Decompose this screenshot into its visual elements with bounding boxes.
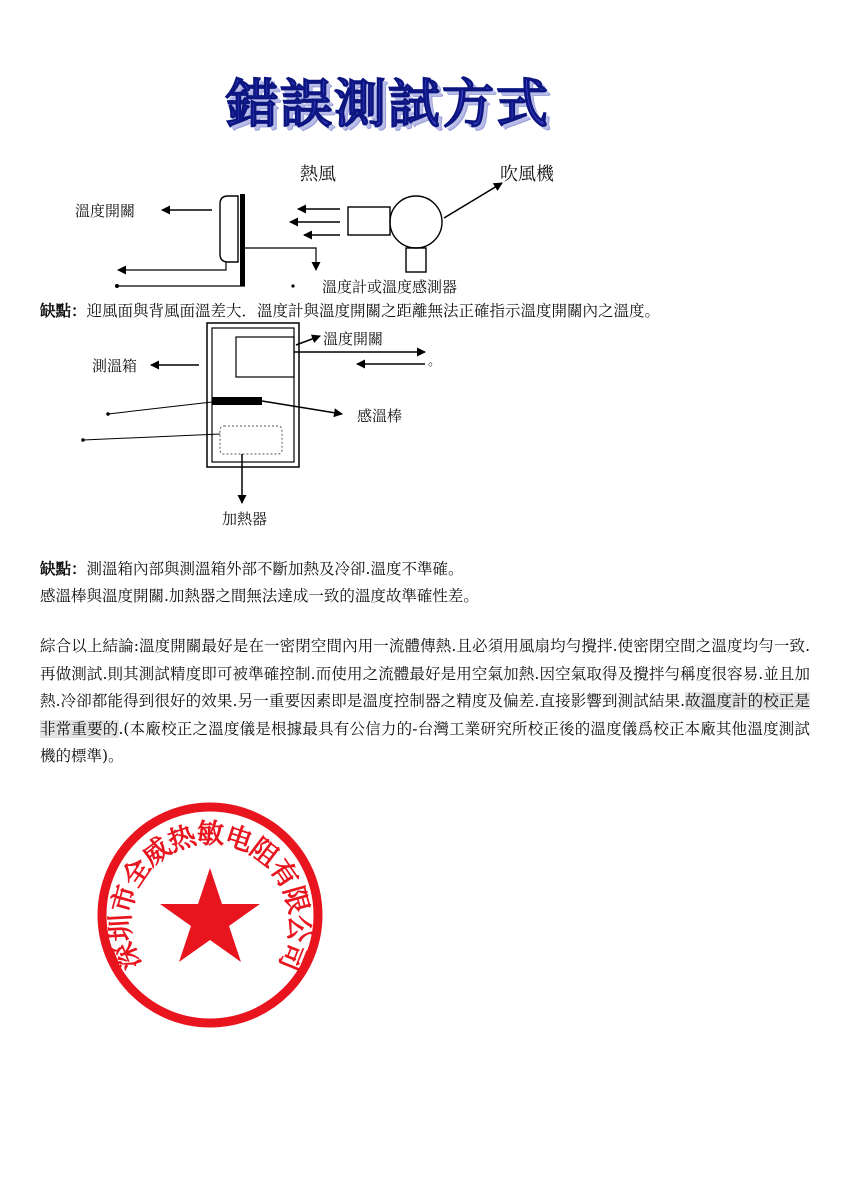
heater-lead: [83, 434, 220, 440]
switch-label: 溫度開關: [75, 202, 136, 220]
switch-body: [220, 196, 238, 262]
drawback-2-line-1: [40, 556, 810, 583]
heater-lead-end: [81, 438, 85, 442]
drawback-2-text-1: 測溫箱內部與測溫箱外部不斷加熱及冷卻.溫度不準確。: [86, 560, 464, 578]
probe-dot: [291, 284, 294, 287]
sensor-lead: [108, 402, 212, 414]
blower-nozzle: [348, 207, 390, 235]
conclusion-text: 綜合以上結論:溫度開關最好是在一密閉空間內用一流體傳熱.且必須用風扇均勻攪拌.使密閉空間之溫度均勻一致.再做測試.則其測試精度即可被準確控制.而使用之流體最好是用空氣加熱.因空氣取得及攪拌勻稱度很容易.並且加熱.冷卻都能得到很好的效果.另一重要因素即是溫度控制器之精度及偏差.直接影響到測試結果.: [40, 637, 810, 710]
wire-arrow-left: [118, 262, 226, 270]
blower-handle: [406, 248, 426, 272]
arrow-sensor-label: [262, 401, 342, 414]
hot-air-label: 熱風: [300, 164, 336, 185]
conclusion-highlight: 故溫度計的校正是非常重要的: [40, 692, 810, 738]
drawback-1-text: 迎風面與背風面溫差大．溫度計與溫度開關之距離無法正確指示溫度開關內之溫度。: [86, 302, 661, 320]
conclusion-paragraph: [40, 633, 810, 771]
blower-label: 吹風機: [500, 164, 554, 185]
heater-label: 加熱器: [222, 510, 268, 528]
arrow-blower-label: [444, 183, 502, 218]
switch-label-2: 溫度開關: [323, 330, 384, 348]
conclusion-note: .(本廠校正之溫度儀是根據最具有公信力的-台灣工業研究所校正後的溫度儀爲校正本廠其他溫度測試機的標準)。: [40, 719, 810, 765]
seal-text: 深圳市全威热敏电阻有限公司: [105, 819, 315, 975]
sensor-rod-label: 感溫棒: [357, 407, 403, 425]
sensor-lead-end: [106, 412, 110, 416]
blower-housing: [390, 196, 442, 248]
drawback-2-line-2: 感溫棒與溫度開關.加熱器之間無法達成一致的溫度故準確性差。: [40, 587, 479, 605]
page-title: 錯誤測試方式: [226, 75, 551, 135]
sensor-rod: [212, 397, 262, 405]
drawback-2-colon: ：: [71, 560, 87, 578]
chamber-label: 測溫箱: [92, 357, 138, 375]
drawback-1-colon: ：: [71, 302, 87, 320]
chamber-outer-wall: [207, 323, 299, 467]
thermometer-wire: [245, 248, 316, 270]
seal-star: [160, 868, 260, 962]
heater: [220, 426, 282, 454]
wire-end-dot: [115, 284, 119, 288]
drawback-2: [40, 556, 810, 610]
drawback-2-label: 缺點: [40, 560, 72, 578]
diagram-hot-air-test: [115, 183, 502, 288]
thermometer-label: 溫度計或溫度感測器: [322, 278, 458, 296]
mounting-plate: [240, 194, 245, 286]
switch-in-chamber: [236, 337, 294, 377]
wire-dot: 。: [428, 354, 442, 369]
drawback-1: [40, 298, 810, 325]
company-seal: [95, 800, 325, 1030]
drawback-1-label: 缺點: [40, 302, 72, 320]
